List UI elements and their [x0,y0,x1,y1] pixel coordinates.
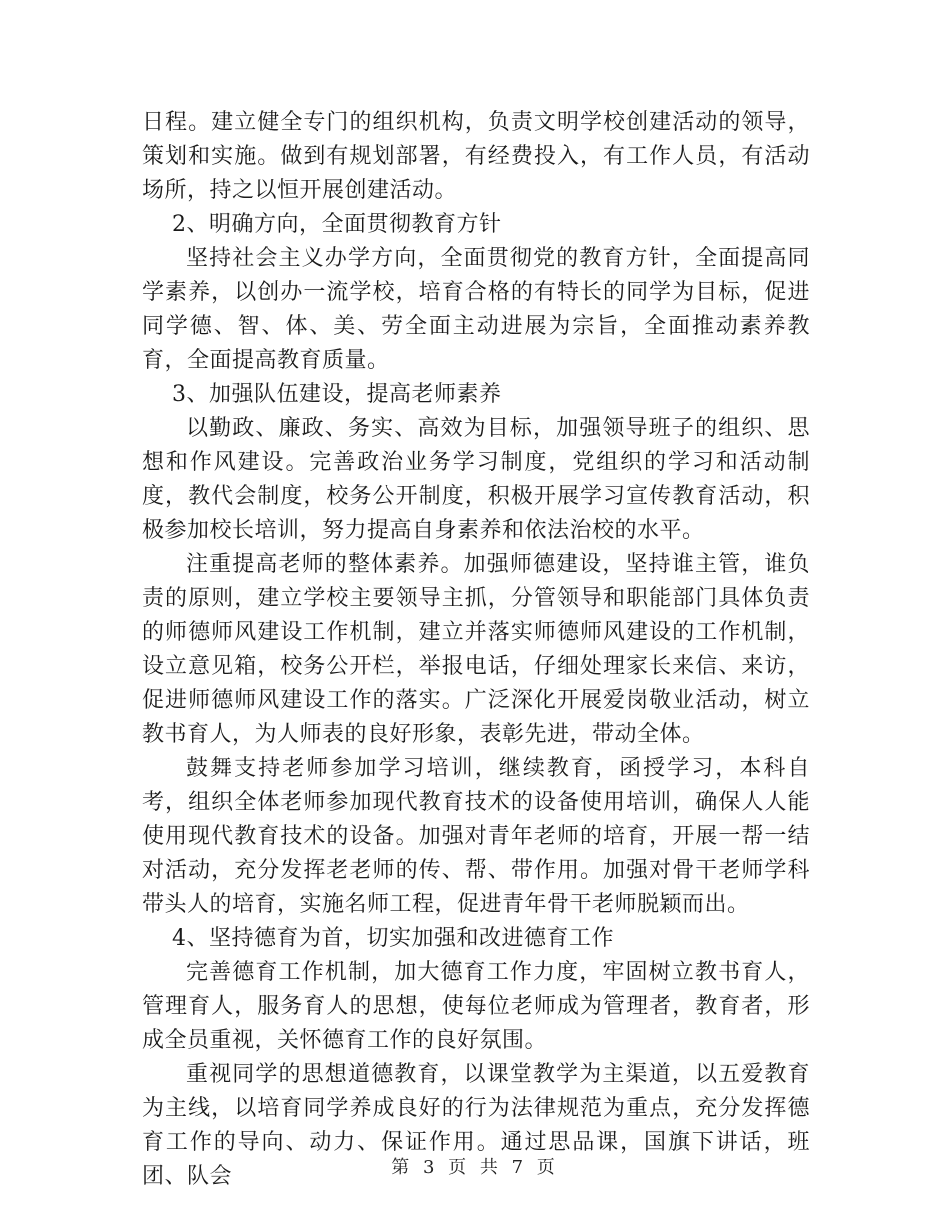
paragraph: 注重提高老师的整体素养。加强师德建设，坚持谁主管，谁负责的原则，建立学校主要领导主抓，分管领导和职能部门具体负责的师德师风建设工作机制，建立并落实师德师风建设的工作机制，设立意见箱，校务公开栏，举报电话，仔细处理家长来信、来访，促进师德师风建设工作的落实。广泛深化开展爱岗敬业活动，树立教书育人，为人师表的良好形象，表彰先进，带动全体。 [142,552,810,747]
section-heading-3: 3、加强队伍建设，提高老师素养 [172,382,502,407]
paragraph: 坚持社会主义办学方向，全面贯彻党的教育方针，全面提高同学素养，以创办一流学校，培育合格的有特长的同学为目标，促进同学德、智、体、美、劳全面主动进展为宗旨，全面推动素养教育，全面提高教育质量。 [142,246,810,373]
paragraph-continuation: 日程。建立健全专门的组织机构，负责文明学校创建活动的领导，策划和实施。做到有规划部署，有经费投入，有工作人员，有活动场所，持之以恒开展创建活动。 [142,110,810,203]
section-heading-4: 4、坚持德育为首，切实加强和改进德育工作 [172,926,614,951]
document-body [142,106,810,1194]
page-number-footer: 第 3 页 共 7 页 [391,1157,559,1178]
section-heading-2: 2、明确方向，全面贯彻教育方针 [172,212,502,237]
paragraph: 以勤政、廉政、务实、高效为目标，加强领导班子的组织、思想和作风建设。完善政治业务学习制度，党组织的学习和活动制度，教代会制度，校务公开制度，积极开展学习宣传教育活动，积极参加校长培训，努力提高自身素养和依法治校的水平。 [142,416,810,543]
paragraph: 完善德育工作机制，加大德育工作力度，牢固树立教书育人，管理育人，服务育人的思想，使每位老师成为管理者，教育者，形成全员重视，关怀德育工作的良好氛围。 [142,960,810,1053]
paragraph: 重视同学的思想道德教育，以课堂教学为主渠道，以五爱教育为主线，以培育同学养成良好的行为法律规范为重点，充分发挥德育工作的导向、动力、保证作用。通过思品课，国旗下讲话，班团、队会 [142,1062,810,1189]
paragraph: 鼓舞支持老师参加学习培训，继续教育，函授学习，本科自考，组织全体老师参加现代教育技术的设备使用培训，确保人人能使用现代教育技术的设备。加强对青年老师的培育，开展一帮一结对活动，充分发挥老老师的传、帮、带作用。加强对骨干老师学科带头人的培育，实施名师工程，促进青年骨干老师脱颖而出。 [142,756,810,917]
